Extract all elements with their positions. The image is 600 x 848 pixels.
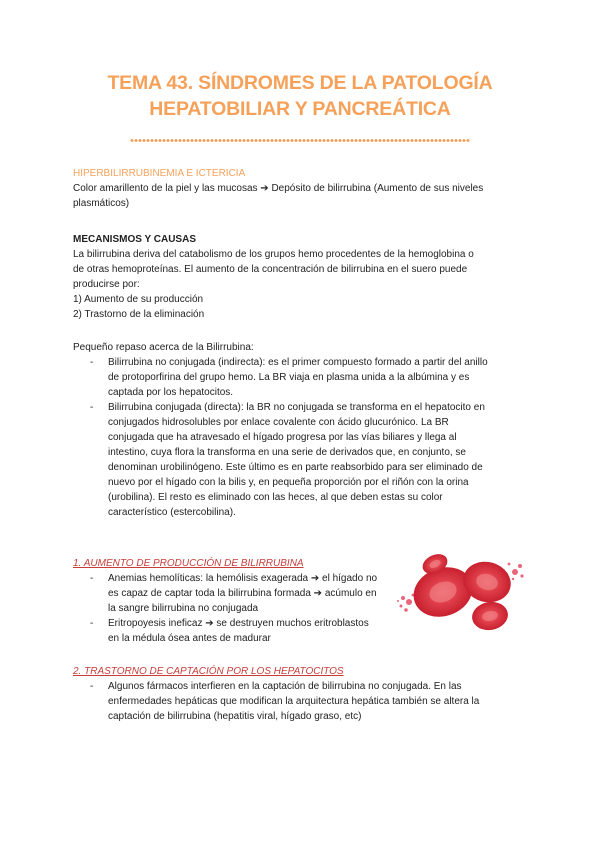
section-heading: MECANISMOS Y CAUSAS: [73, 234, 196, 245]
list-item-line: - Eritropoyesis ineficaz ➔ se destruyen muchos eritroblastos: [108, 618, 369, 629]
list-item-line: (urobilina). El resto es eliminado con las heces, al que deben estas su color: [108, 492, 443, 503]
list-item-line: enfermedades hepáticas que modifican la arquitectura hepática también se altera la: [108, 696, 480, 707]
paragraph-line: Color amarillento de la piel y las mucosas ➔ Depósito de bilirrubina (Aumento de sus niveles: [73, 183, 484, 194]
section-mecanismos: [73, 232, 533, 322]
paragraph-line: producirse por:: [73, 279, 140, 290]
list-item-line: nuevo por el hígado con la bilis y, en pequeña proporción por el riñón con la orina: [108, 477, 469, 488]
list-item: [73, 400, 533, 520]
list-item-line: intestino, cuya flora la transforma en una serie de derivados que, en conjunto, se: [108, 447, 466, 458]
section-trastorno-captacion: [73, 664, 533, 724]
section-heading: 1. AUMENTO DE PRODUCCIÓN DE BILIRRUBINA: [73, 558, 304, 569]
list-item-line: - Algunos fármacos interfieren en la captación de bilirrubina no conjugada. En las: [108, 681, 462, 692]
section-repaso-bilirrubina: [73, 340, 533, 520]
list-item-line: denominan urobilinógeno. Este último es en parte reabsorbido para ser eliminado de: [108, 462, 483, 473]
list-item-line: - Anemias hemolíticas: la hemólisis exagerada ➔ el hígado no: [108, 573, 378, 584]
section-heading: HIPERBILIRRUBINEMIA E ICTERICIA: [73, 168, 246, 179]
list-item-line: conjugada que ha atravesado el hígado progresa por las vías biliares y llega al: [108, 432, 457, 443]
list-item-line: en la médula ósea antes de madurar: [108, 633, 271, 644]
numbered-item: 2) Trastorno de la eliminación: [73, 309, 205, 320]
list-item-line: captada por los hepatocitos.: [108, 387, 234, 398]
paragraph-line: plasmáticos): [73, 198, 130, 209]
list-item: [73, 679, 533, 724]
list-item-line: - Bilirrubina conjugada (directa): la BR no conjugada se transforma en el hepatocito en: [108, 402, 485, 413]
section-hiperbilirrubinemia: [73, 166, 533, 211]
paragraph-line: de otras hemoproteínas. El aumento de la concentración de bilirrubina en el suero puede: [73, 264, 468, 275]
numbered-item: 1) Aumento de su producción: [73, 294, 204, 305]
list-item-line: - Bilirrubina no conjugada (indirecta): es el primer compuesto formado a partir del anillo: [108, 357, 488, 368]
intro-text: Pequeño repaso acerca de la Bilirrubina:: [73, 342, 254, 353]
title-dotted-divider: [130, 138, 470, 143]
red-blood-cells-illustration: [395, 550, 525, 635]
list-item-line: la sangre bilirrubina no conjugada: [108, 603, 259, 614]
list-item-line: captación de bilirrubina (hepatitis viral, hígado graso, etc): [108, 711, 362, 722]
bullet-list: [73, 679, 533, 724]
title-line-1: TEMA 43. SÍNDROMES DE LA PATOLOGÍA: [107, 72, 493, 94]
list-item-line: de protoporfirina del grupo hemo. La BR viaja en plasma unida a la albúmina y es: [108, 372, 470, 383]
list-item-line: conjugados hidrosolubles por enlace covalente con ácido glucurónico. La BR: [108, 417, 449, 428]
list-item: [73, 355, 533, 400]
list-item-line: es capaz de captar toda la bilirrubina formada ➔ acúmulo en: [108, 588, 377, 599]
title-line-2: HEPATOBILIAR Y PANCREÁTICA: [149, 98, 451, 120]
list-item-line: característico (estercobilina).: [108, 507, 236, 518]
page-title: [60, 70, 540, 122]
section-heading: 2. TRASTORNO DE CAPTACIÓN POR LOS HEPATOCITOS: [73, 666, 344, 677]
paragraph-line: La bilirrubina deriva del catabolismo de los grupos hemo procedentes de la hemoglobina o: [73, 249, 474, 260]
bullet-list: [73, 355, 533, 520]
blood-cell-icon: [470, 599, 510, 633]
